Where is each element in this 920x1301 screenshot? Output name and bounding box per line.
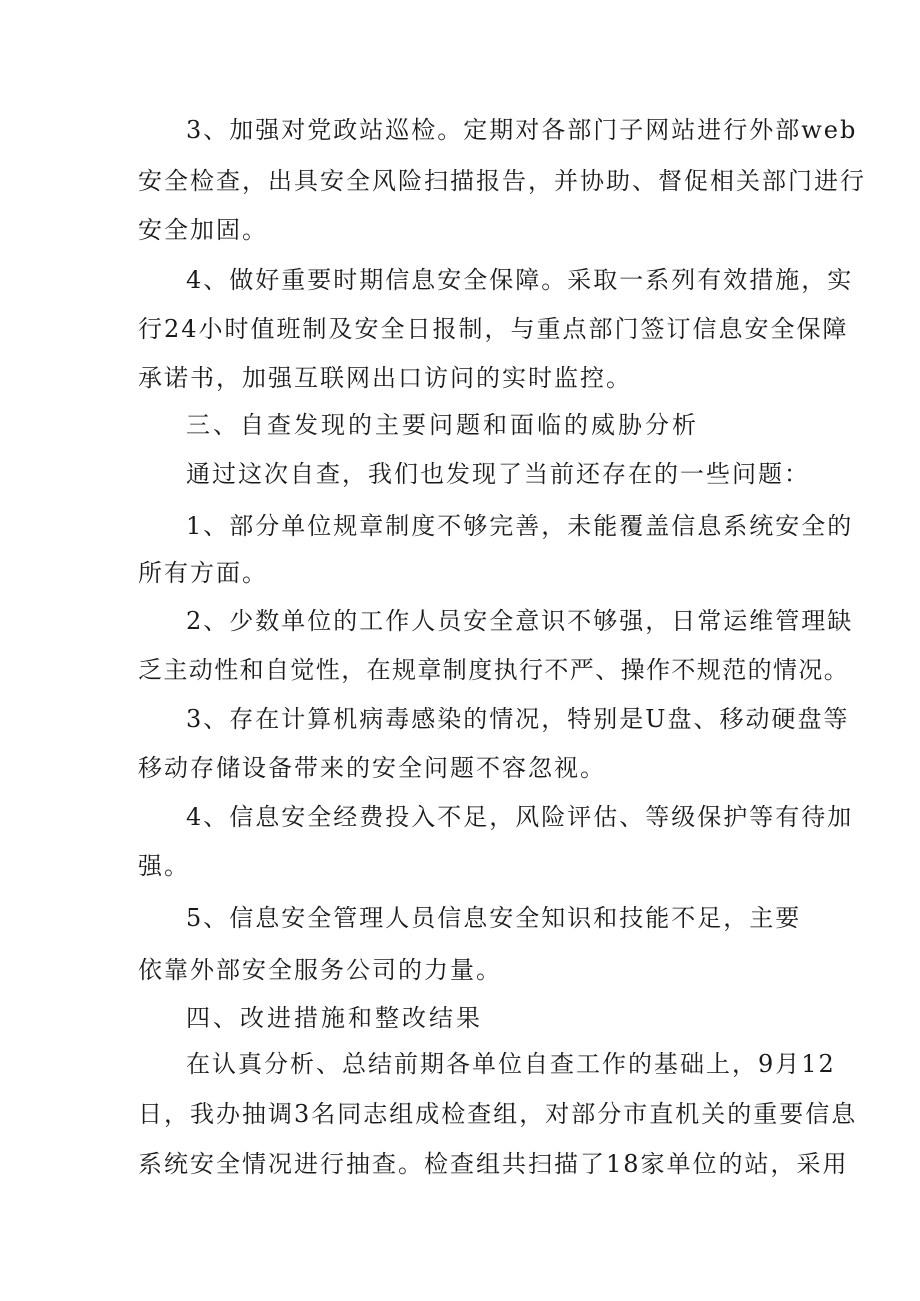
paragraph-line: 依靠外部安全服务公司的力量。 bbox=[138, 956, 502, 984]
paragraph-line: 乏主动性和自觉性，在规章制度执行不严、操作不规范的情况。 bbox=[138, 656, 850, 684]
paragraph-line: 4、做好重要时期信息安全保障。采取一系列有效措施，实 bbox=[186, 266, 854, 294]
paragraph-line: 2、少数单位的工作人员安全意识不够强，日常运维管理缺 bbox=[186, 607, 854, 635]
paragraph-line: 日，我办抽调3名同志组成检查组，对部分市直机关的重要信息 bbox=[138, 1100, 858, 1128]
paragraph-line: 行24小时值班制及安全日报制，与重点部门签订信息安全保障 bbox=[138, 315, 849, 343]
paragraph-line: 3、加强对党政站巡检。定期对各部门子网站进行外部web bbox=[186, 116, 858, 144]
paragraph-line: 承诺书，加强互联网出口访问的实时监控。 bbox=[138, 364, 632, 392]
paragraph-line: 强。 bbox=[138, 852, 190, 880]
paragraph-line: 4、信息安全经费投入不足，风险评估、等级保护等有待加 bbox=[186, 803, 854, 831]
paragraph-line: 安全检查，出具安全风险扫描报告，并协助、督促相关部门进行 bbox=[138, 167, 866, 195]
paragraph-line: 在认真分析、总结前期各单位自查工作的基础上，9月12 bbox=[186, 1050, 836, 1078]
paragraph-line: 1、部分单位规章制度不够完善，未能覆盖信息系统安全的 bbox=[186, 512, 854, 540]
paragraph-line: 通过这次自查，我们也发现了当前还存在的一些问题： bbox=[186, 460, 810, 488]
paragraph-line: 安全加固。 bbox=[138, 216, 268, 244]
section-heading: 三、自查发现的主要问题和面临的威胁分析 bbox=[186, 411, 699, 439]
paragraph-line: 系统安全情况进行抽查。检查组共扫描了18家单位的站，采用 bbox=[138, 1150, 849, 1178]
paragraph-line: 5、信息安全管理人员信息安全知识和技能不足，主要 bbox=[186, 904, 802, 932]
paragraph-line: 移动存储设备带来的安全问题不容忽视。 bbox=[138, 754, 606, 782]
paragraph-line: 3、存在计算机病毒感染的情况，特别是U盘、移动硬盘等 bbox=[186, 705, 850, 733]
paragraph-line: 所有方面。 bbox=[138, 559, 268, 587]
section-heading: 四、改进措施和整改结果 bbox=[186, 1004, 483, 1032]
